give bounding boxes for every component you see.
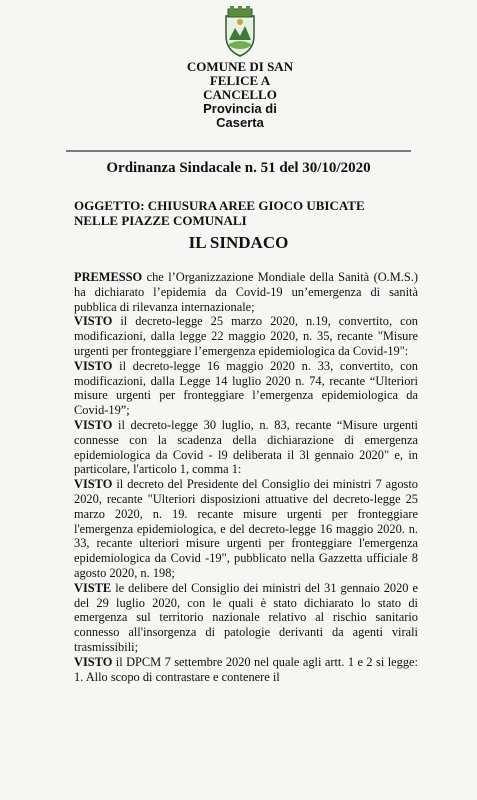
paragraph xyxy=(74,581,418,655)
ordinance-body xyxy=(74,270,418,684)
paragraph xyxy=(74,359,418,418)
paragraph-text: il decreto del Presidente del Consiglio dei ministri 7 agosto 2020, recante "Ulteriori disposizioni attuative del decreto-legge 25 marzo 2020, n. 19. recante misure urgenti per fronteggiare l'emergenza epidemiologica, e del decreto-legge 16 maggio 2020. n. 33, recante ulteriori misure urgenti per fronteggiare l'emergenza epidemiologica da Covid -19", pubblicato nella Gazzetta ufficiale 8 agosto 2020, n. 198; xyxy=(74,477,418,580)
paragraph xyxy=(74,418,418,477)
provincia-line: Provincia di xyxy=(203,101,277,116)
paragraph-text: che l’Organizzazione Mondiale della Sanità (O.M.S.) ha dichiarato l’epidemia da Covid-19 un’emergenza di sanità pubblica di rilevanza internazionale; xyxy=(74,270,418,314)
paragraph-lead: VISTO xyxy=(74,358,113,373)
paragraph-lead: VISTO xyxy=(74,477,113,492)
subject-line: OGGETTO: CHIUSURA AREE GIOCO UBICATE xyxy=(74,198,365,213)
comune-line: COMUNE DI SAN xyxy=(186,59,294,74)
paragraph-lead: VISTE xyxy=(74,580,112,595)
provincia-name xyxy=(150,102,330,130)
paragraph-text: il decreto-legge 25 marzo 2020, n.19, convertito, con modificazioni, dalla legge 22 maggio 2020, n. 35, recante "Misure urgenti per fronteggiare l’emergenza epidemiologica da Covid-19": xyxy=(74,314,418,358)
comune-line: CANCELLO xyxy=(203,87,277,102)
ordinance-title: Ordinanza Sindacale n. 51 del 30/10/2020 xyxy=(106,160,371,176)
paragraph xyxy=(74,314,418,358)
paragraph-text: le delibere del Consiglio dei ministri del 31 gennaio 2020 e del 29 luglio 2020, con le quali è stato dichiarato lo stato di emergenza sul territorio nazionale relativo al rischio sanitario connesso all'insorgenza di patologie derivanti da agenti virali trasmissibili; xyxy=(74,580,418,654)
comune-line: FELICE A xyxy=(209,73,271,88)
subject-block xyxy=(74,198,414,228)
paragraph-text: il decreto-legge 16 maggio 2020 n. 33, convertito, con modificazioni, dalla Legge 14 luglio 2020 n. 74, recante “Ulteriori misure urgenti per fronteggiare l’emergenza epidemiologica da Covid-19”; xyxy=(74,358,418,418)
paragraph-lead: PREMESSO xyxy=(74,270,143,284)
document-header xyxy=(150,6,330,130)
paragraph-text: il DPCM 7 settembre 2020 nel quale agli artt. 1 e 2 si legge: 1. Allo scopo di contrastare e contenere il xyxy=(74,654,418,684)
paragraph-text: il decreto-legge 30 luglio, n. 83, recante “Misure urgenti connesse con la scadenza della dichiarazione di emergenza epidemiologica da Covid - l9 deliberata il 3l gennaio 2020" e, in particolare, l'articolo 1, comma 1: xyxy=(74,417,418,477)
paragraph-lead: VISTO xyxy=(74,654,113,669)
provincia-line: Caserta xyxy=(216,115,264,130)
paragraph xyxy=(74,477,418,581)
subject-line: NELLE PIAZZE COMUNALI xyxy=(74,213,247,228)
paragraph xyxy=(74,655,418,685)
paragraph-lead: VISTO xyxy=(74,417,113,432)
paragraph-lead: VISTO xyxy=(74,314,113,329)
municipal-crest-icon xyxy=(220,6,260,58)
sindaco-heading: IL SINDACO xyxy=(188,233,289,252)
paragraph xyxy=(74,270,418,314)
header-divider xyxy=(66,150,411,152)
comune-name xyxy=(150,60,330,102)
